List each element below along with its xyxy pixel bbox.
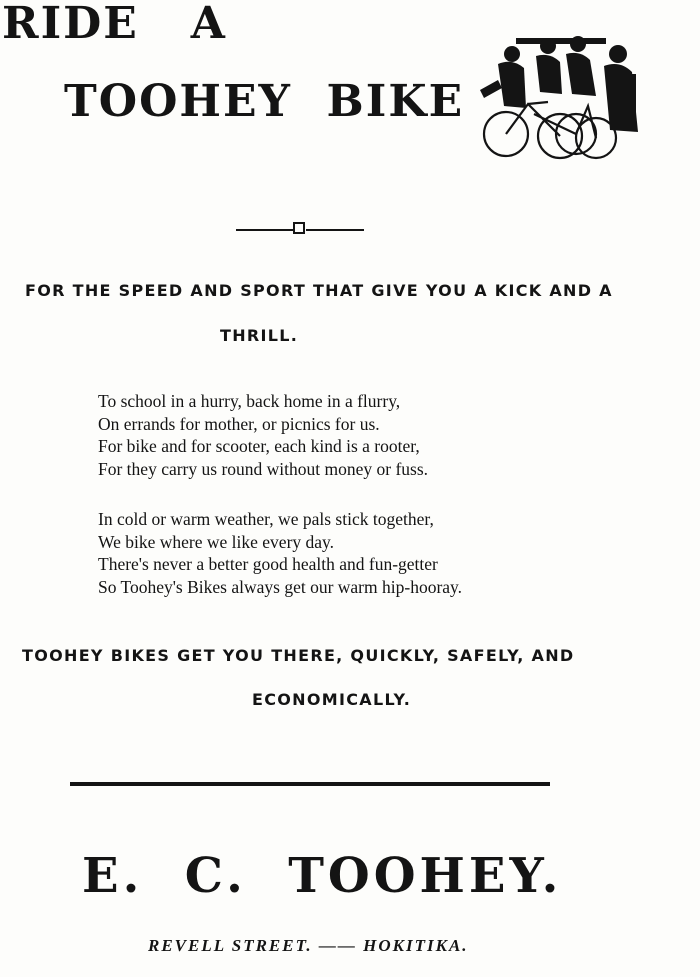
tagline-line-1: FOR THE SPEED AND SPORT THAT GIVE YOU A KICK AND A [25,281,613,300]
poem-line: For they carry us round without money or fuss. [98,458,429,479]
poem-line: For bike and for scooter, each kind is a rooter, [98,436,420,456]
tagline-line-2: THRILL. [220,326,299,345]
poem-line: To school in a hurry, back home in a flurry, [98,391,401,411]
headline-line-2: TOOHEY BIKE [64,76,465,127]
slogan-line-1: TOOHEY BIKES GET YOU THERE, QUICKLY, SAFELY, AND [22,646,575,665]
divider-square-ornament [293,222,305,234]
cyclists-group-illustration [468,34,648,164]
poem-line: On errands for mother, or picnics for us. [98,413,380,434]
separator-rule [70,782,550,786]
poem-line: So Toohey's Bikes always get our warm hip-hooray. [98,576,463,597]
poem-line: In cold or warm weather, we pals stick together, [98,509,434,529]
poem-stanza-2 [98,508,462,598]
poem-stanza-1 [98,390,428,480]
headline-line-1: RIDE A [2,0,227,49]
poem-line: There's never a better good health and fun-getter [98,554,438,574]
divider-line-right [306,229,364,231]
slogan-line-2: ECONOMICALLY. [252,690,412,709]
poem-line: We bike where we like every day. [98,531,335,552]
advertiser-name: E. C. TOOHEY. [82,848,563,904]
advertiser-address: REVELL STREET. —— HOKITIKA. [148,936,469,955]
divider-line-left [236,229,294,231]
